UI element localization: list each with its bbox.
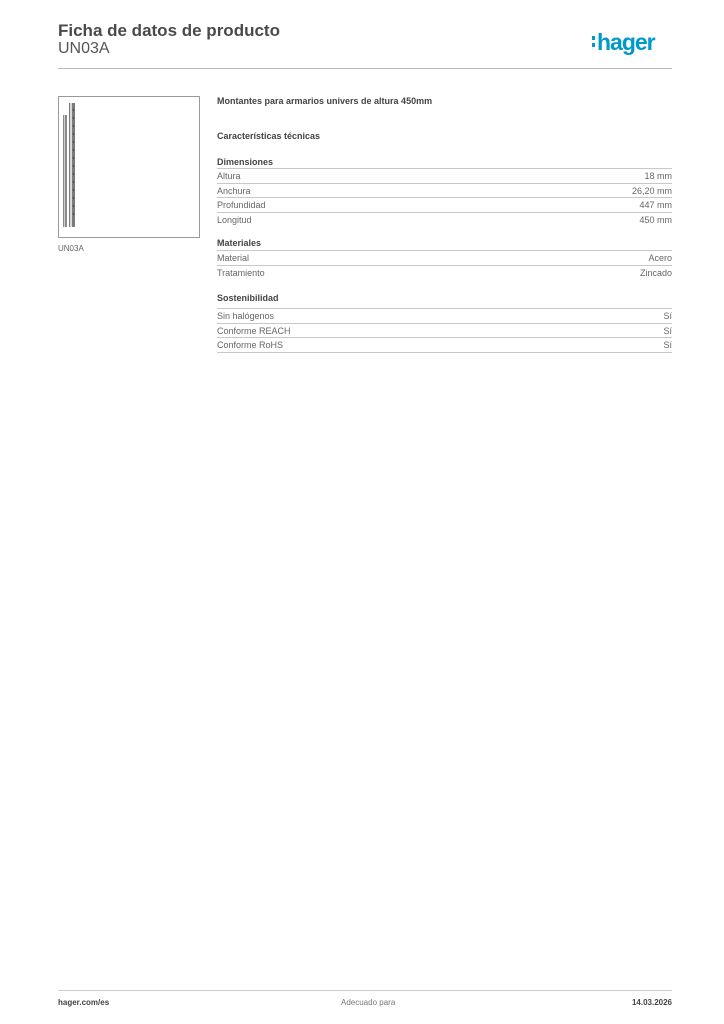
hager-logo (592, 28, 674, 56)
footer-date: 14.03.2026 (631, 998, 672, 1007)
logo-wordmark: hager (597, 29, 655, 55)
dimensions-table (217, 168, 672, 227)
table-row (217, 212, 672, 227)
row-value: Acero (648, 252, 672, 263)
row-value: Sí (663, 340, 672, 351)
footer-divider (58, 990, 672, 991)
row-value: 18 mm (644, 170, 672, 181)
row-label: Conforme RoHS (217, 340, 284, 351)
table-end-divider (217, 352, 672, 353)
characteristics-heading: Características técnicas (217, 131, 321, 141)
row-value: Sí (663, 325, 672, 336)
row-label: Tratamiento (217, 267, 265, 278)
page-title: Ficha de datos de producto (58, 21, 280, 40)
sustainability-table (217, 308, 672, 353)
table-row (217, 197, 672, 212)
row-label: Altura (217, 170, 241, 181)
dimensions-heading: Dimensiones (217, 157, 274, 167)
row-value: 450 mm (639, 214, 672, 225)
table-row (217, 250, 672, 265)
table-row (217, 323, 672, 338)
table-row (217, 183, 672, 198)
row-label: Anchura (217, 185, 251, 196)
product-description: Montantes para armarios univers de altura 450mm (217, 96, 433, 106)
product-reference: UN03A (58, 40, 110, 57)
row-value: Zincado (639, 267, 672, 278)
footer-website-link[interactable]: hager.com/es (58, 998, 110, 1007)
row-value: Sí (663, 310, 672, 321)
row-label: Profundidad (217, 200, 266, 211)
logo-dot-icon (592, 36, 595, 40)
footer-suitable-for: Adecuado para (341, 998, 396, 1007)
row-value: 447 mm (639, 200, 672, 211)
table-row (217, 168, 672, 183)
row-value: 26,20 mm (631, 185, 672, 196)
row-label: Material (217, 252, 250, 263)
table-row (217, 308, 672, 323)
materials-heading: Materiales (217, 238, 262, 248)
materials-table (217, 250, 672, 279)
logo-dot-icon (592, 43, 595, 47)
row-label: Conforme REACH (217, 325, 291, 336)
row-label: Sin halógenos (217, 310, 275, 321)
table-row (217, 265, 672, 280)
row-label: Longitud (217, 214, 252, 225)
table-row (217, 337, 672, 352)
sustainability-heading: Sostenibilidad (217, 293, 279, 303)
header-divider (58, 68, 672, 69)
mounting-rail-icon (59, 97, 199, 237)
product-image (58, 96, 200, 238)
image-caption: UN03A (58, 244, 84, 253)
